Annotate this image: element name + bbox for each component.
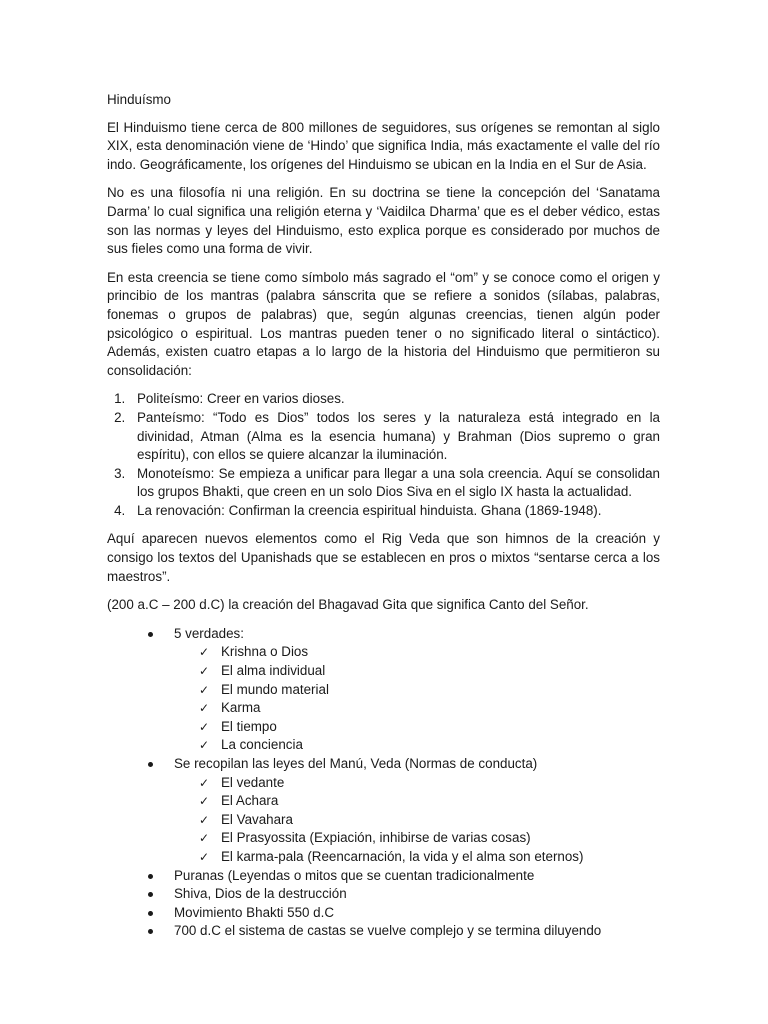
stages-list [107,390,660,520]
bullet-dot-icon [148,874,153,879]
check-icon: ✓ [199,719,210,734]
check-item [199,718,660,737]
bullet-label: 5 verdades: [174,625,244,641]
check-icon: ✓ [199,664,210,679]
stage-item: 3. Monoteísmo: Se empieza a unificar para llegar a una sola creencia. Aquí se consolidan los grupos Bhakti, que creen en un solo Dios Siva en el siglo IX hasta la actualidad. [129,465,660,502]
bullet-label: Se recopilan las leyes del Manú, Veda (Normas de conducta) [174,756,538,771]
check-icon: ✓ [199,812,210,827]
check-item [199,811,660,830]
check-item [199,643,660,662]
bullet-label: Movimiento Bhakti 550 d.C [174,904,335,920]
check-item-label: El Prasyossita (Expiación, inhibirse de varias cosas) [221,830,531,846]
bullet-label: 700 d.C el sistema de castas se vuelve complejo y se termina diluyendo [174,923,602,939]
document-title: Hinduísmo [107,92,172,107]
stage-item: 1. Politeísmo: Creer en varios dioses. [129,390,660,409]
bullet-item [148,922,660,941]
document-body [107,91,660,941]
check-item [199,829,660,848]
bullet-list [107,625,660,941]
check-icon: ✓ [199,831,210,846]
bullet-dot-icon [148,892,153,897]
bullet-item [148,885,660,904]
bullet-item [148,625,660,755]
paragraph-doctrine: No es una filosofía ni una religión. En su doctrina se tiene la concepción del ‘Sanatama Darma’ lo cual significa una religión eterna y ‘Vaidilca Dharma’ que es el deber védico, estas son las normas y leyes del Hinduismo, esto explica porque es considerado por muchos de sus fieles como una forma de vivir. [107,185,660,257]
check-item-label: Karma [221,700,261,716]
check-item-label: El Vavahara [221,811,293,827]
check-item [199,699,660,718]
paragraph-rig-veda: Aquí aparecen nuevos elementos como el Rig Veda que son himnos de la creación y consigo los textos del Upanishads que se establecen en pros o mixtos “sentarse cerca a los maestros”. [107,531,660,584]
paragraph-intro: El Hinduismo tiene cerca de 800 millones de seguidores, sus orígenes se remontan al siglo XIX, esta denominación viene de ‘Hindo’ que significa India, más exactamente el valle del río indo. Geográficamente, los orígenes del Hinduismo se ubican en la India en el Sur de Asia. [107,119,660,172]
bullet-item [148,755,660,867]
check-icon: ✓ [199,794,210,809]
check-item-label: El alma individual [221,663,326,679]
check-item [199,792,660,811]
check-icon: ✓ [199,849,210,864]
bullet-label: Shiva, Dios de la destrucción [174,886,347,902]
check-item-label: El vedante [221,774,285,790]
check-icon: ✓ [199,682,210,697]
paragraph-bhagavad-gita: (200 a.C – 200 d.C) la creación del Bhagavad Gita que significa Canto del Señor. [107,597,589,613]
check-item [199,662,660,681]
stage-item: 4. La renovación: Confirman la creencia espiritual hinduista. Ghana (1869-1948). [129,502,660,521]
check-item [199,736,660,755]
check-item-label: El mundo material [221,681,329,697]
check-item [199,774,660,793]
bullet-dot-icon [148,632,153,637]
check-icon: ✓ [199,701,210,716]
check-icon: ✓ [199,775,210,790]
check-item [199,681,660,700]
bullet-item [148,867,660,886]
bullet-label: Puranas (Leyendas o mitos que se cuentan tradicionalmente [174,867,535,883]
bullet-dot-icon [148,762,153,767]
check-item-label: La conciencia [221,737,303,753]
check-icon: ✓ [199,645,210,660]
check-icon: ✓ [199,738,210,753]
check-item-label: El tiempo [221,718,277,734]
check-list [174,774,660,867]
check-list [174,643,660,755]
bullet-item [148,904,660,923]
stage-item: 2. Panteísmo: “Todo es Dios” todos los seres y la naturaleza está integrado en la divinidad, Atman (Alma es la esencia humana) y Brahman (Dios supremo o gran espíritu), con ellos se quiere alcanzar la iluminación. [129,409,660,465]
paragraph-mantras: En esta creencia se tiene como símbolo más sagrado el “om” y se conoce como el origen y princibio de los mantras (palabra sánscrita que se refiere a sonidos (sílabas, palabras, fonemas o grupos de palabras) que, según algunas creencias, tienen algún poder psicológico o espiritual. Los mantras pueden tener o no significado literal o sintáctico). Además, existen cuatro etapas a lo largo de la historia del Hinduismo que permitieron su consolidación: [107,269,660,378]
check-item-label: El Achara [221,793,279,809]
check-item-label: Krishna o Dios [221,644,309,660]
bullet-dot-icon [148,929,153,934]
check-item-label: El karma-pala (Reencarnación, la vida y el alma son eternos) [221,848,584,864]
check-item [199,848,660,867]
bullet-dot-icon [148,911,153,916]
